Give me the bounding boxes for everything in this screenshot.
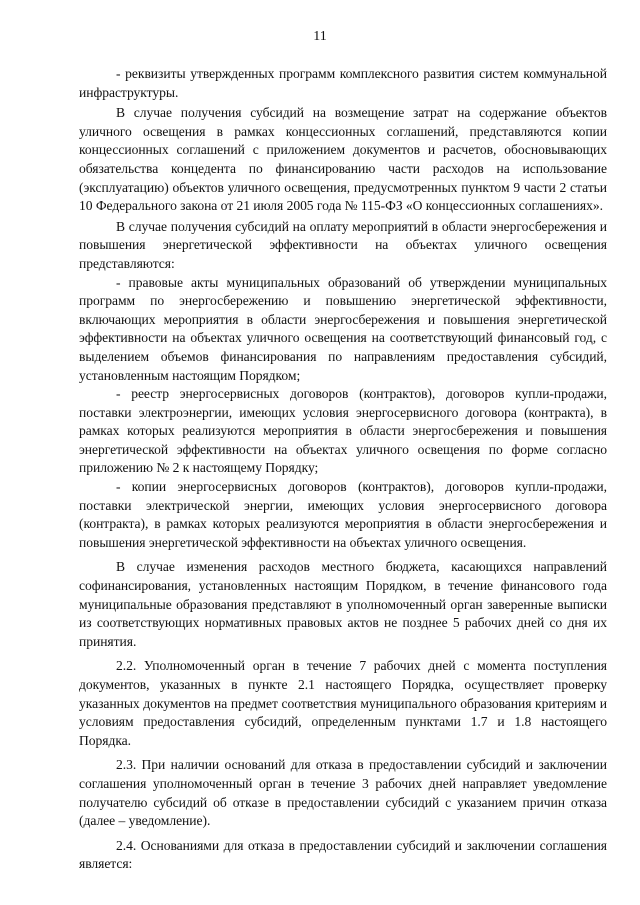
paragraph-legal-acts: - правовые акты муниципальных образований об утверждении муниципальных программ по энергосбережению и повышению энергетической эффективности, включающих мероприятия в области энергосбережения и повышения энергетической эффективности на объектах уличного освещения на соответствующий финансовый год, с выделением объемов финансирования по направлениям предоставления субсидий, установленным настоящим Порядком; (79, 274, 607, 383)
document-body (79, 65, 607, 874)
page-number: 11 (313, 29, 327, 44)
paragraph-clause-2-3: 2.3. При наличии оснований для отказа в предоставлении субсидий и заключении соглашения уполномоченный орган в течение 3 рабочих дней направляет уведомление получателю субсидий об отказе в предоставлении субсидий с указанием причин отказа (далее – уведомление). (79, 757, 607, 829)
paragraph-clause-2-2: 2.2. Уполномоченный орган в течение 7 рабочих дней с момента поступления документов, указанных в пункте 2.1 настоящего Порядка, осуществляет проверку указанных документов на предмет соответствия муниципального образования критериям и условиям предоставления субсидий, определенным пунктами 1.7 и 1.8 настоящего Порядка. (79, 658, 607, 748)
paragraph-energy-saving-subsidies: В случае получения субсидий на оплату мероприятий в области энергосбережения и повышения энергетической эффективности на объектах уличного освещения представляются: (79, 218, 607, 271)
paragraph-clause-2-4: 2.4. Основаниями для отказа в предоставлении субсидий и заключении соглашения является: (79, 837, 607, 872)
paragraph-requisites: - реквизиты утвержденных программ комплексного развития систем коммунальной инфраструктуры. (79, 66, 607, 100)
paragraph-concession-subsidies: В случае получения субсидий на возмещение затрат на содержание объектов уличного освещения в рамках концессионных соглашений, представляются копии концессионных соглашений с приложением документов и расчетов, обосновывающих обязательства концедента по финансированию части расходов на использование (эксплуатацию) объектов уличного освещения, предусмотренных пунктом 9 части 2 статьи 10 Федерального закона от 21 июля 2005 года № 115-ФЗ «О концессионных соглашениях». (79, 105, 607, 214)
paragraph-contracts-registry: - реестр энергосервисных договоров (контрактов), договоров купли-продажи, поставки электроэнергии, имеющих условия энергосервисного договора (контракта), в рамках которых реализуются мероприятия в области энергосбережения и повышения энергетической эффективности на объектах уличного освещения по форме согласно приложению № 2 к настоящему Порядку; (79, 386, 607, 476)
paragraph-budget-changes: В случае изменения расходов местного бюджета, касающихся направлений софинансирования, установленных настоящим Порядком, в течение финансового года муниципальные образования представляют в уполномоченный орган заверенные выписки из соответствующих нормативных правовых актов не позднее 5 рабочих дней со дня их принятия. (79, 559, 607, 649)
paragraph-contract-copies: - копии энергосервисных договоров (контрактов), договоров купли-продажи, поставки электрической энергии, имеющих условия энергосервисного договора (контракта), в рамках которых реализуются мероприятия в области энергосбережения и повышения энергетической эффективности на объектах уличного освещения. (79, 479, 607, 550)
